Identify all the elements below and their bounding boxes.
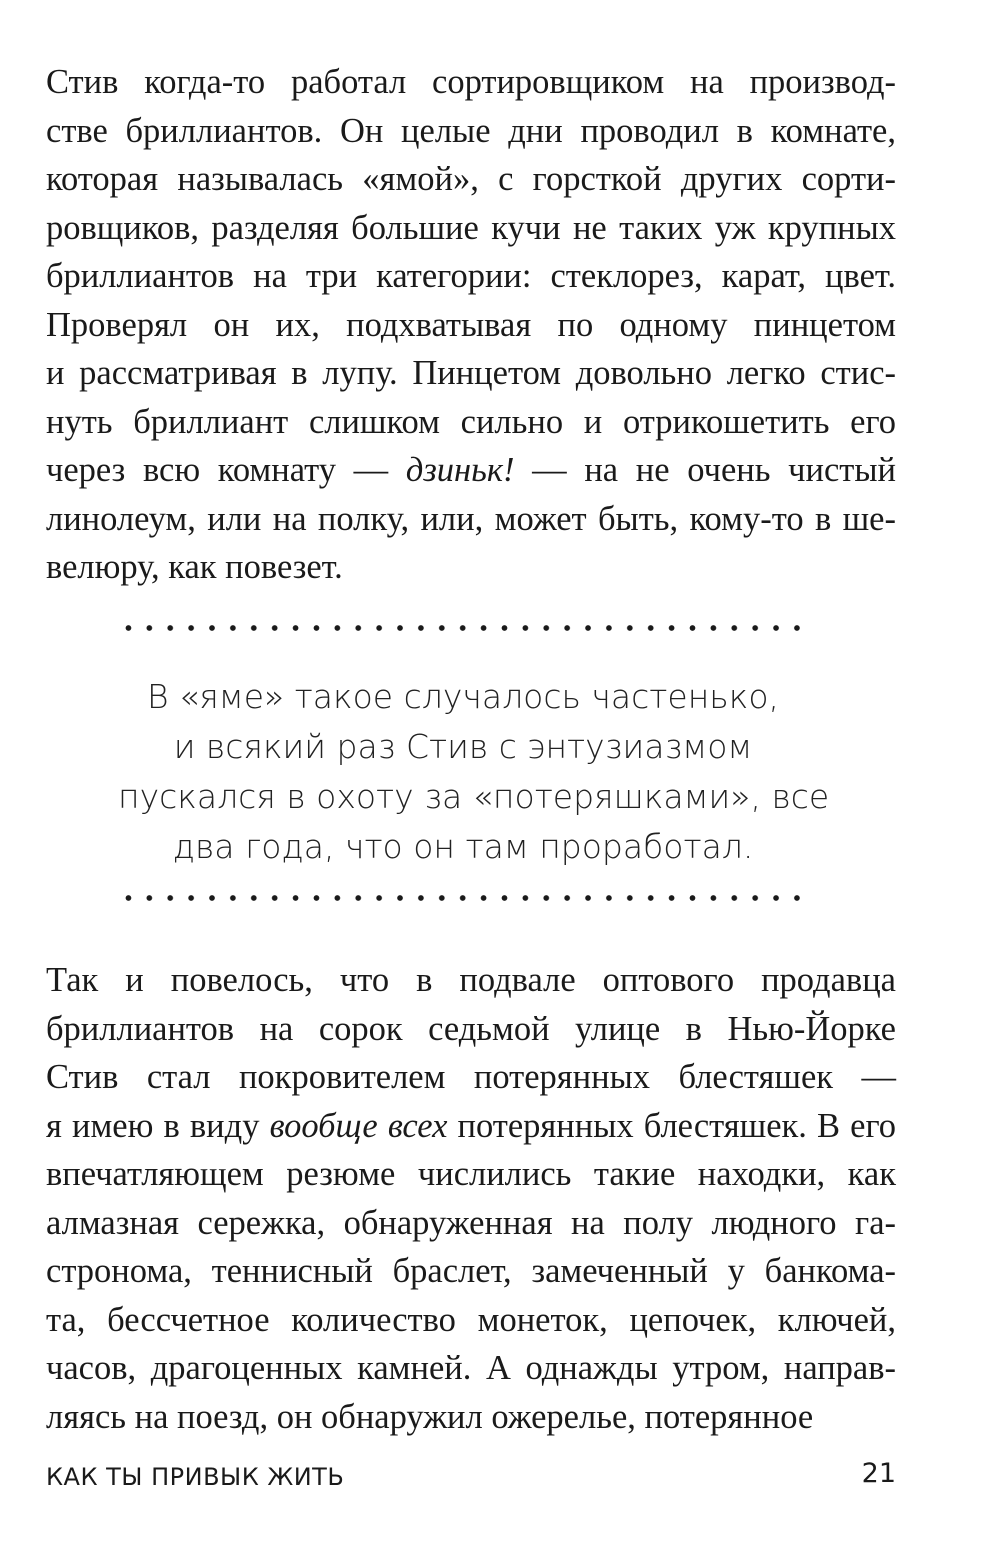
text-line: алмазная сережка, обнаруженная на полу людного га- [46, 1203, 896, 1242]
running-footer-title: КАК ТЫ ПРИВЫК ЖИТЬ [46, 1463, 345, 1491]
text-line: Стив когда-то работал сортировщиком на производ- [46, 63, 896, 101]
text-line [46, 1102, 896, 1151]
pullquote-line: пускался в охоту за «потеряшками», все [118, 777, 830, 816]
body-paragraph-1 [46, 58, 896, 592]
text-segment: через всю комнату — [46, 451, 406, 489]
text-line: Так и повелось, что в подвале оптового продавца [46, 961, 896, 999]
text-line: та, бессчетное количество монеток, цепочек, ключей, [46, 1300, 896, 1339]
text-line: часов, драгоценных камней. А однажды утром, направ- [46, 1349, 896, 1387]
text-line: бриллиантов на три категории: стеклорез, карат, цвет. [46, 257, 896, 295]
pullquote [118, 672, 830, 872]
text-line: Стив стал покровителем потерянных блестяшек — [46, 1058, 896, 1096]
emphasis-text: вообще всех [269, 1106, 448, 1145]
pullquote-top-divider [118, 623, 808, 633]
text-line: впечатляющем резюме числились такие находки, как [46, 1155, 896, 1193]
text-segment: я имею в виду [46, 1106, 270, 1145]
text-line: Проверял он их, подхватывая по одному пинцетом [46, 305, 896, 344]
text-line: стве бриллиантов. Он целые дни проводил в комнате, [46, 111, 896, 150]
text-line: нуть бриллиант слишком сильно и отрикошетить его [46, 402, 896, 441]
text-line: ровщиков, разделяя большие кучи не таких уж крупных [46, 208, 896, 247]
pullquote-line: и всякий раз Стив с энтузиазмом [173, 727, 753, 766]
text-line: стронома, теннисный браслет, замеченный у банкома- [46, 1252, 896, 1290]
text-line: которая называлась «ямой», с горсткой других сорти- [46, 160, 896, 198]
text-segment: потерянных блестяшек. В его [447, 1106, 897, 1145]
text-line [46, 446, 896, 495]
pullquote-bottom-divider [118, 893, 808, 903]
text-line: бриллиантов на сорок седьмой улице в Нью-Йорке [46, 1009, 896, 1048]
emphasis-text: дзиньк! [405, 451, 515, 489]
text-line: и рассматривая в лупу. Пинцетом довольно легко стис- [46, 354, 896, 392]
text-segment: — на не очень чистый [514, 451, 897, 489]
text-line: ляясь на поезд, он обнаружил ожерелье, потерянное [46, 1397, 814, 1436]
pullquote-line: два года, что он там проработал. [172, 827, 754, 866]
page-number: 21 [861, 1458, 896, 1489]
text-line: велюру, как повезет. [46, 548, 343, 586]
body-paragraph-2 [46, 956, 896, 1441]
text-line: линолеум, или на полку, или, может быть, кому-то в ше- [46, 499, 896, 538]
pullquote-line: В «яме» такое случалось частенько, [146, 677, 780, 716]
